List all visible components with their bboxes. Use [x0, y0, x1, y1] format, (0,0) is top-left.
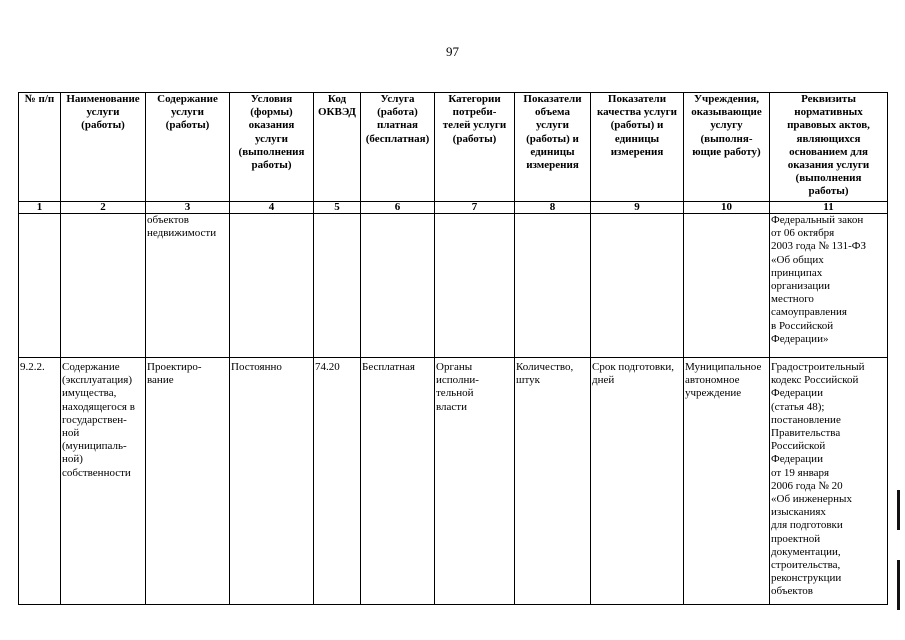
column-number: 1: [19, 202, 61, 214]
header-cell-name: Наименование услуги (работы): [61, 93, 146, 202]
volume-cell: Количество, штук: [515, 358, 591, 605]
table-cell: [435, 214, 515, 358]
scan-edge-mark: [897, 560, 900, 610]
column-number: 9: [591, 202, 684, 214]
consumers-cell: Органы исполни- тельной власти: [435, 358, 515, 605]
table-cell: [314, 214, 361, 358]
service-name-cell: Содержание (эксплуатация) имущества, находящегося в государствен- ной (муниципаль- ной) собственности: [61, 358, 146, 605]
column-number: 2: [61, 202, 146, 214]
continuation-row: [19, 214, 888, 358]
table-cell: [61, 214, 146, 358]
okved-cell: 74.20: [314, 358, 361, 605]
paid-cell: Бесплатная: [361, 358, 435, 605]
column-number: 7: [435, 202, 515, 214]
table-cell: [591, 214, 684, 358]
column-number: 6: [361, 202, 435, 214]
continuation-legal-acts-cell: Федеральный закон от 06 октября 2003 года № 131-ФЗ «Об общих принципах организации местного самоуправления в Российской Федерации»: [770, 214, 888, 358]
table-cell: [19, 214, 61, 358]
conditions-cell: Постоянно: [230, 358, 314, 605]
header-cell-quality: Показатели качества услуги (работы) и единицы измерения: [591, 93, 684, 202]
scan-edge-mark: [897, 490, 900, 530]
page-number: 97: [446, 44, 459, 59]
table-cell: [684, 214, 770, 358]
table-cell: [515, 214, 591, 358]
service-content-cell: Проектиро- вание: [146, 358, 230, 605]
continuation-content-cell: объектов недвижимости: [146, 214, 230, 358]
column-number: 11: [770, 202, 888, 214]
header-cell-volume: Показатели объема услуги (работы) и единицы измерения: [515, 93, 591, 202]
header-cell-number: № п/п: [19, 93, 61, 202]
services-table: [18, 92, 888, 605]
column-number: 3: [146, 202, 230, 214]
header-cell-paid: Услуга (работа) платная (бесплатная): [361, 93, 435, 202]
table-cell: [230, 214, 314, 358]
table-row: [19, 358, 888, 605]
row-number-cell: 9.2.2.: [19, 358, 61, 605]
column-number: 5: [314, 202, 361, 214]
column-number: 10: [684, 202, 770, 214]
header-cell-content: Содержание услуги (работы): [146, 93, 230, 202]
quality-cell: Срок подготовки, дней: [591, 358, 684, 605]
institutions-cell: Муниципальное автономное учреждение: [684, 358, 770, 605]
header-cell-legal-acts: Реквизиты нормативных правовых актов, являющихся основанием для оказания услуги (выполнения работы): [770, 93, 888, 202]
table-cell: [361, 214, 435, 358]
header-cell-conditions: Условия (формы) оказания услуги (выполнения работы): [230, 93, 314, 202]
column-number-row: [19, 202, 888, 214]
column-number: 8: [515, 202, 591, 214]
header-cell-okved: Код ОКВЭД: [314, 93, 361, 202]
header-row: [19, 93, 888, 202]
legal-acts-cell: Градостроительный кодекс Российской Федерации (статья 48); постановление Правительства Российской Федерации от 19 января 2006 года № 20 «Об инженерных изысканиях для подготовки проектной документации, строительства, реконструкции объектов: [770, 358, 888, 605]
column-number: 4: [230, 202, 314, 214]
header-cell-institutions: Учреждения, оказывающие услугу (выполня- ющие работу): [684, 93, 770, 202]
header-cell-consumers: Категории потреби- телей услуги (работы): [435, 93, 515, 202]
